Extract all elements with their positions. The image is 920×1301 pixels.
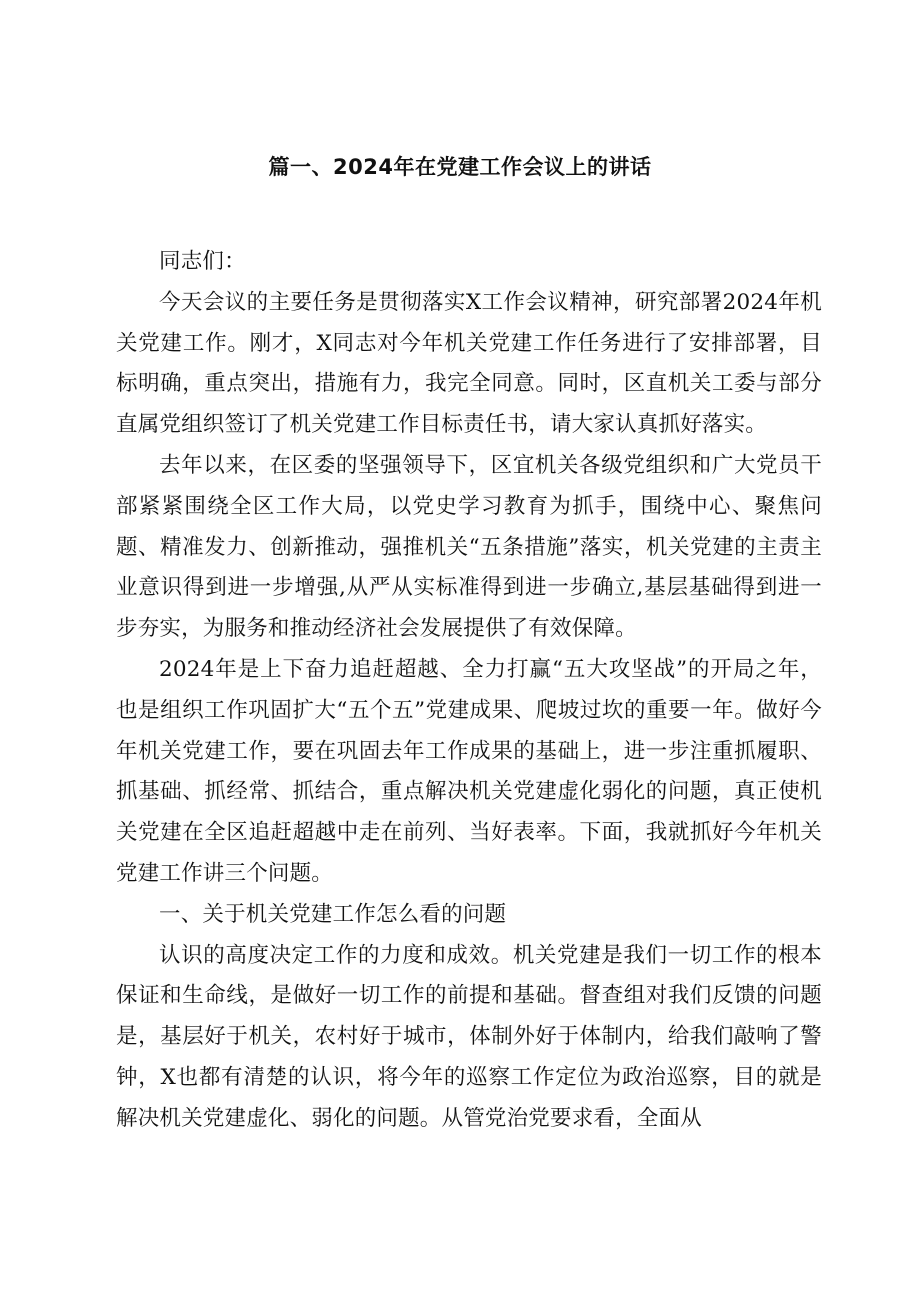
document-body bbox=[116, 242, 822, 1140]
paragraph-3: 2024年是上下奋力追赶超越、全力打赢“五大攻坚战”的开局之年，也是组织工作巩固扩大“五个五”党建成果、爬坡过坎的重要一年。做好今年机关党建工作，要在巩固去年工作成果的基础上，进一步注重抓履职、抓基础、抓经常、抓结合，重点解决机关党建虚化弱化的问题，真正使机关党建在全区追赶超越中走在前列、当好表率。下面，我就抓好今年机关党建工作讲三个问题。 bbox=[116, 656, 822, 886]
section-heading-1: 一、关于机关党建工作怎么看的问题 bbox=[159, 901, 507, 927]
paragraph-4: 认识的高度决定工作的力度和成效。机关党建是我们一切工作的根本保证和生命线，是做好一切工作的前提和基础。督查组对我们反馈的问题是，基层好于机关，农村好于城市，体制外好于体制内，给我们敲响了警钟，X也都有清楚的认识，将今年的巡察工作定位为政治巡察，目的就是解决机关党建虚化、弱化的问题。从管党治党要求看，全面从 bbox=[116, 942, 822, 1131]
document-title: 篇一、2024年在党建工作会议上的讲话 bbox=[268, 155, 652, 179]
greeting: 同志们： bbox=[159, 249, 246, 274]
paragraph-1: 今天会议的主要任务是贯彻落实X工作会议精神，研究部署2024年机关党建工作。刚才，X同志对今年机关党建工作任务进行了安排部署，目标明确，重点突出，措施有力，我完全同意。同时，区直机关工委与部分直属党组织签订了机关党建工作目标责任书，请大家认真抓好落实。 bbox=[116, 289, 822, 438]
paragraph-2: 去年以来，在区委的坚强领导下，区宜机关各级党组织和广大党员干部紧紧围绕全区工作大局，以党史学习教育为抓手，围绕中心、聚焦问题、精准发力、创新推动，强推机关“五条措施”落实，机关党建的主责主业意识得到进一步增强,从严从实标准得到进一步确立,基层基础得到进一步夯实，为服务和推动经济社会发展提供了有效保障。 bbox=[116, 452, 822, 642]
